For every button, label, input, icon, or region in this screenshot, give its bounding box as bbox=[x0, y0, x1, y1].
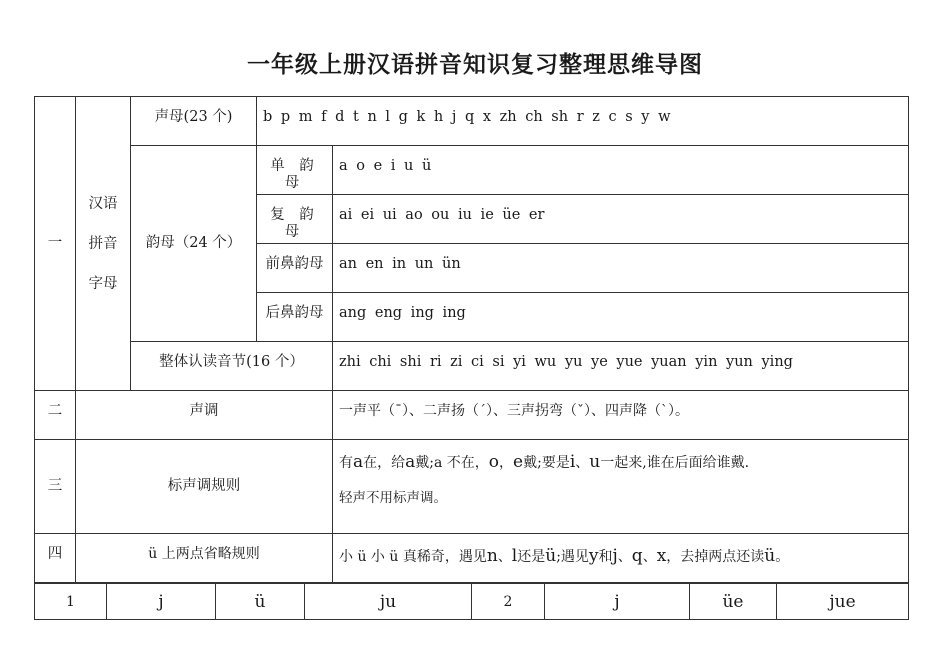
example-syllable: ju bbox=[305, 584, 472, 620]
yunmu-label: 韵母（24 个） bbox=[131, 146, 257, 342]
yunmu-type: 后鼻韵母 bbox=[257, 293, 333, 342]
tone-content: 一声平（ˉ）、二声扬（ˊ）、三声拐弯（ˇ）、四声降（ˋ）。 bbox=[333, 391, 909, 440]
letter-a: a bbox=[405, 452, 416, 472]
yunmu-content: ang eng ing ing bbox=[333, 293, 909, 342]
letter-a: a bbox=[353, 452, 364, 472]
section-label-4: ü 上两点省略规则 bbox=[76, 534, 333, 583]
section-number-2: 二 bbox=[35, 391, 76, 440]
pinyin-summary-table bbox=[34, 96, 909, 583]
letter-u-umlaut: ü bbox=[764, 546, 776, 566]
zhengti-label: 整体认读音节(16 个） bbox=[131, 342, 333, 391]
letter-i: i bbox=[569, 452, 576, 472]
section-label-2: 声调 bbox=[76, 391, 333, 440]
section-label-3: 标声调规则 bbox=[76, 440, 333, 534]
section-number-1: 一 bbox=[35, 97, 76, 391]
section-number-4: 四 bbox=[35, 534, 76, 583]
example-row bbox=[35, 584, 909, 620]
yunmu-type: 复 韵 母 bbox=[257, 195, 333, 244]
letter-e: e bbox=[513, 452, 524, 472]
letter-u: u bbox=[589, 452, 601, 472]
page-title: 一年级上册汉语拼音知识复习整理思维导图 bbox=[247, 52, 703, 78]
section-label-line: 拼音 bbox=[88, 235, 118, 252]
row-zhengti bbox=[35, 342, 909, 391]
section-label-line: 汉语 bbox=[88, 195, 118, 212]
letter-l: l bbox=[511, 546, 518, 566]
yunmu-content: ai ei ui ao ou iu ie üe er bbox=[333, 195, 909, 244]
shengmu-content: b p m f d t n l g k h j q x zh ch sh r z c s y w bbox=[257, 97, 909, 146]
tone-mark-rule bbox=[333, 440, 909, 534]
section-label-line: 字母 bbox=[88, 275, 118, 292]
example-initial: j bbox=[545, 584, 690, 620]
section-number-3: 三 bbox=[35, 440, 76, 534]
tone-mark-rule-line2: 轻声不用标声调。 bbox=[339, 490, 447, 507]
letter-q: q bbox=[631, 546, 643, 566]
yunmu-content: a o e i u ü bbox=[333, 146, 909, 195]
zhengti-content: zhi chi shi ri zi ci si yi wu yu ye yue yuan yin yun ying bbox=[333, 342, 909, 391]
example-row-table bbox=[34, 583, 909, 620]
yunmu-content: an en in un ün bbox=[333, 244, 909, 293]
tone-mark-rule-line1: 有a在，给a戴;a 不在，o，e戴;要是i、u一起来,谁在后面给谁戴. bbox=[339, 452, 750, 472]
shengmu-label: 声母(23 个) bbox=[131, 97, 257, 146]
example-final: ü bbox=[216, 584, 305, 620]
letter-j: j bbox=[612, 546, 618, 566]
row-section-2 bbox=[35, 391, 909, 440]
yunmu-type: 单 韵 母 bbox=[257, 146, 333, 195]
row-section-3 bbox=[35, 440, 909, 534]
example-initial: j bbox=[107, 584, 216, 620]
letter-n: n bbox=[486, 546, 498, 566]
letter-y: y bbox=[588, 546, 599, 566]
row-yunmu-single bbox=[35, 146, 909, 195]
letter-u-umlaut: ü bbox=[545, 546, 557, 566]
row-section-4 bbox=[35, 534, 909, 583]
example-number: 2 bbox=[472, 584, 545, 620]
letter-x: x bbox=[656, 546, 667, 566]
example-number: 1 bbox=[35, 584, 107, 620]
letter-o: o bbox=[488, 452, 500, 472]
example-final: üe bbox=[690, 584, 777, 620]
example-syllable: jue bbox=[777, 584, 909, 620]
yunmu-type: 前鼻韵母 bbox=[257, 244, 333, 293]
row-shengmu bbox=[35, 97, 909, 146]
section-label-1 bbox=[76, 97, 131, 391]
umlaut-rule: 小 ü 小 ü 真稀奇，遇见n、l还是ü;遇见y和j、q、x，去掉两点还读ü。 bbox=[333, 534, 909, 583]
